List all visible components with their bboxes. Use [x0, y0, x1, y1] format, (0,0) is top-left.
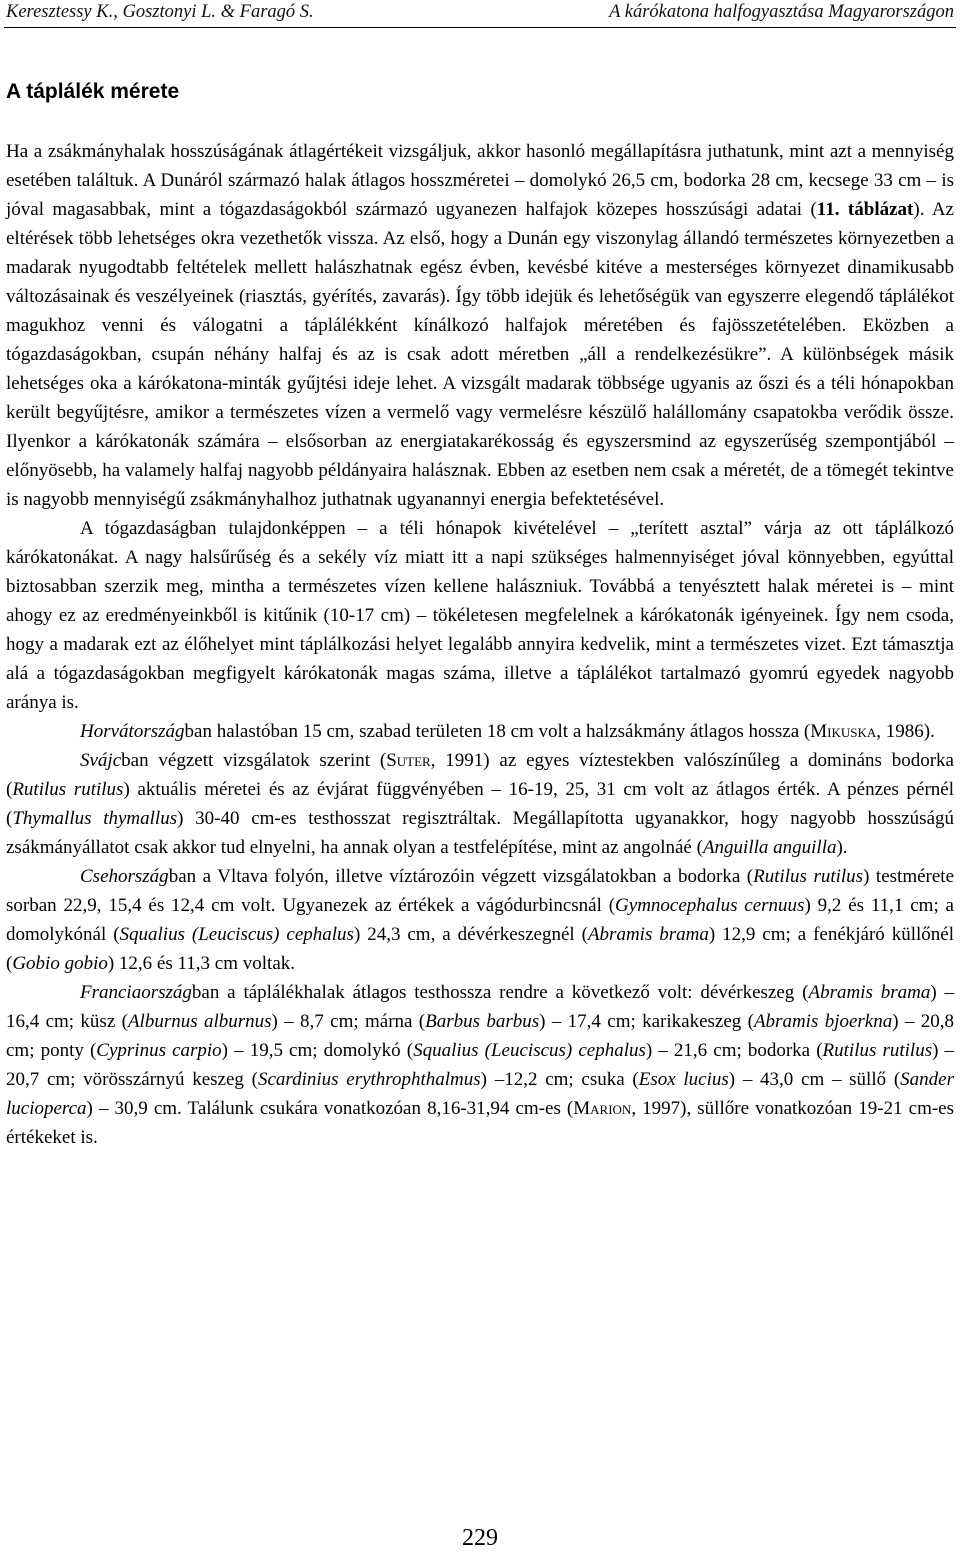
table-reference: 11. táblázat — [816, 199, 914, 220]
species-name: Anguilla anguilla — [702, 837, 837, 858]
paragraph-3: Horvátországban halastóban 15 cm, szabad területen 18 cm volt a halzsákmány átlagos hossza (Mikuska, 1986). — [80, 721, 935, 742]
species-name: Scardinius erythrophthalmus — [257, 1069, 481, 1090]
paragraph-2: A tógazdaságban tulajdonképpen – a téli hónapok kivételével – „terített asztal” várja az ott táplálkozó kárókatonákat. A nagy halsűrűség és a sekély víz miatt itt a napi szükséges halmennyiséget jóval könnyebben, egyúttal biztosabban szerzik meg, mintha a természetes vízen kellene halászniuk. Továbbá a tenyésztett halak méretei is – mint ahogy ez az eredményeinkből is kitűnik (10-17 cm) – tökéletesen megfelelnek a kárókatonák igényeinek. Így nem csoda, hogy a madarak ezt az élőhelyet mint táplálkozási helyet legalább annyira kedvelik, mint a természetes vizet. Ezt támasztja alá a tógazdaságokban megfigyelt kárókatonák magas száma, illetve a táplálékot tartalmazó gyomrú egyedek nagyobb aránya is. — [6, 518, 954, 713]
species-name: Rutilus rutilus — [822, 1040, 933, 1061]
running-header — [6, 2, 954, 30]
species-name: Squalius (Leuciscus) cephalus — [413, 1040, 646, 1061]
species-name: Sander lucioperca — [6, 1069, 954, 1119]
section-title: A táplálék mérete — [6, 80, 180, 103]
citation-author: Suter — [386, 750, 431, 771]
species-name: Squalius (Leuciscus) cephalus — [119, 924, 354, 945]
species-name: Abramis brama — [808, 982, 931, 1003]
paragraph-5: Csehországban a Vltava folyón, illetve víztározóin végzett vizsgálatokban a bodorka (Rutilus rutilus) testmérete sorban 22,9, 15,4 és 12,4 cm volt. Ugyanezek az értékek a vágódurbincsnál (Gymnocephalus cernuus) 9,2 és 11,1 cm; a domolykónál (Squalius (Leuciscus) cephalus) 24,3 cm, a dévérkeszegnél (Abramis brama) 12,9 cm; a fenékjáró küllőnél (Gobio gobio) 12,6 és 11,3 cm voltak. — [6, 866, 955, 974]
citation-author: Mikuska — [810, 721, 877, 742]
citation-author: Marion — [573, 1098, 632, 1119]
page-number: 229 — [462, 1525, 498, 1551]
species-name: Rutilus rutilus — [753, 866, 864, 887]
header-authors: Keresztessy K., Gosztonyi L. & Faragó S. — [6, 2, 314, 22]
species-name: Barbus barbus — [425, 1011, 540, 1032]
body-text — [6, 137, 954, 1152]
paragraph-6: Franciaországban a táplálékhalak átlagos testhossza rendre a következő volt: dévérkeszeg (Abramis brama) – 16,4 cm; küsz (Alburnus alburnus) – 8,7 cm; márna (Barbus barbus) – 17,4 cm; karikakeszeg (Abramis bjoerkna) – 20,8 cm; ponty (Cyprinus carpio) – 19,5 cm; domolykó (Squalius (Leuciscus) cephalus) – 21,6 cm; bodorka (Rutilus rutilus) – 20,7 cm; vörösszárnyú keszeg (Scardinius erythrophthalmus) –12,2 cm; csuka (Esox lucius) – 43,0 cm – süllő (Sander lucioperca) – 30,9 cm. Találunk csukára vonatkozóan 8,16-31,94 cm-es (Marion, 1997), süllőre vonatkozóan 19-21 cm-es értékeket is. — [6, 982, 955, 1148]
species-name: Cyprinus carpio — [96, 1040, 222, 1061]
header-title: A kárókatona halfogyasztása Magyarországon — [609, 2, 954, 22]
paragraph-4: Svájcban végzett vizsgálatok szerint (Suter, 1991) az egyes víztestekben valószínűleg a domináns bodorka (Rutilus rutilus) aktuális méretei és az évjárat függvényében – 16-19, 25, 31 cm volt az átlagos érték. A pénzes pérnél (Thymallus thymallus) 30-40 cm-es testhosszat regisztráltak. Megállapította ugyanakkor, hogy nagyobb hosszúságú zsákmányállatot csak akkor tud elnyelni, ha annak olyan a testfelépítése, mint az angolnáé (Anguilla anguilla). — [6, 750, 954, 858]
paragraph-1: Ha a zsákmányhalak hosszúságának átlagértékeit vizsgáljuk, akkor hasonló megállapításra juthatunk, mint azt a mennyiség esetében találtuk. A Dunáról származó halak átlagos hosszméretei – domolykó 26,5 cm, bodorka 28 cm, kecsege 33 cm – is jóval magasabbak, mint a tógazdaságokból származó ugyanezen halfajok közepes hosszúsági adatai (11. táblázat). Az eltérések több lehetséges okra vezethetők vissza. Az első, hogy a Dunán egy viszonylag állandó természetes környezetben a madarak nyugodtabb feltételek mellett halászhatnak egész évben, kevésbé kitéve a mesterséges környezet dinamikusabb változásainak és veszélyeinek (riasztás, gyérítés, zavarás). Így több idejük és lehetőségük van egyszerre elegendő táplálékot magukhoz venni és válogatni a táplálékként kínálkozó halfajok méretében és fajösszetételében. Eközben a tógazdaságokban, csupán néhány halfaj és az is csak adott méretben „áll a rendelkezésükre”. A különbségek másik lehetséges oka a kárókatona-minták gyűjtési ideje lehet. A vizsgált madarak többsége ugyanis az őszi és a téli hónapokban került begyűjtésre, amikor a természetes vízen a vermelő vagy vermelésre készülő halállomány csapatokba verődik össze. Ilyenkor a kárókatonák számára – elsősorban az energiatakarékosság és egyszersmind az egyszerűség szempontjából – előnyösebb, ha valamely halfaj nagyobb példányaira halásznak. Ebben az esetben nem csak a méretét, de a tömegét tekintve is nagyobb mennyiségű zsákmányhalhoz juthatnak ugyanannyi energia befektetésével. — [6, 141, 954, 510]
species-name: Alburnus alburnus — [127, 1011, 272, 1032]
species-name: Rutilus rutilus — [12, 779, 124, 800]
country-name: Horvátország — [80, 721, 185, 742]
country-name: Franciaország — [80, 982, 192, 1003]
species-name: Thymallus thymallus — [12, 808, 178, 829]
country-name: Svájc — [80, 750, 122, 771]
country-name: Csehország — [80, 866, 169, 887]
species-name: Esox lucius — [638, 1069, 729, 1090]
species-name: Gymnocephalus cernuus — [615, 895, 805, 916]
species-name: Abramis bjoerkna — [753, 1011, 893, 1032]
header-divider — [4, 27, 956, 28]
species-name: Abramis brama — [587, 924, 709, 945]
species-name: Gobio gobio — [12, 953, 108, 974]
